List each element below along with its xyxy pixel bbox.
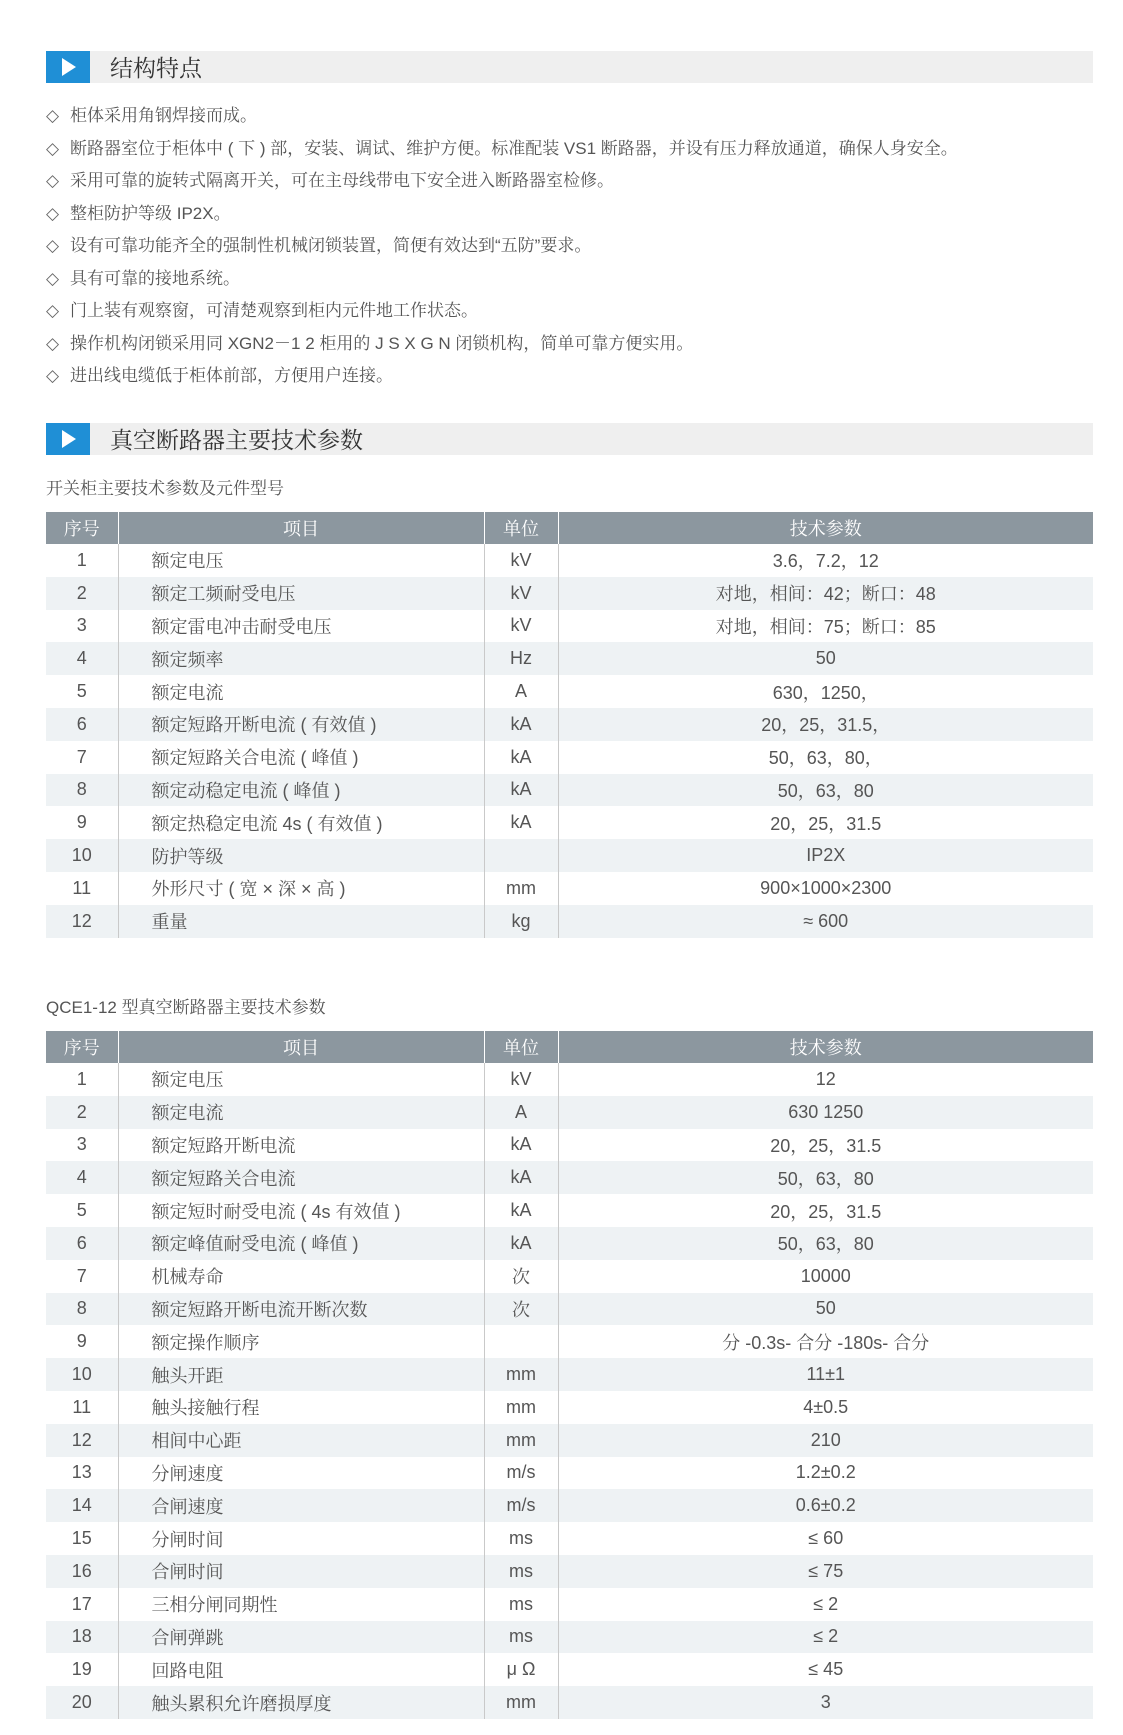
header-index: 序号: [46, 512, 118, 544]
cell-index: 11: [46, 1391, 118, 1424]
cell-unit: Hz: [484, 642, 558, 675]
cell-unit: mm: [484, 1391, 558, 1424]
cell-item: 相间中心距: [118, 1424, 484, 1457]
diamond-bullet-icon: ◇: [46, 138, 60, 158]
breaker-spec-table: [46, 1031, 1093, 1719]
cell-item: 外形尺寸 ( 宽 × 深 × 高 ): [118, 872, 484, 905]
cell-unit: ms: [484, 1588, 558, 1621]
cell-parameter: 3.6，7.2，12: [772, 551, 879, 572]
cell-item: 额定电流: [118, 1096, 484, 1129]
cell-unit: mm: [484, 1358, 558, 1391]
cell-parameter: 3: [558, 1686, 1093, 1719]
diamond-bullet-icon: ◇: [46, 106, 60, 125]
table-row: [46, 1161, 1093, 1194]
table-row: [46, 577, 1093, 610]
cell-unit: mm: [484, 872, 558, 905]
cell-index: 17: [46, 1588, 118, 1621]
table-row: [46, 1129, 1093, 1162]
cell-parameter: 50，63，80，: [768, 748, 883, 769]
table-row: [46, 610, 1093, 643]
section-header-structure: [46, 51, 1093, 83]
cell-unit: kV: [484, 1063, 558, 1096]
table-row: [46, 1424, 1093, 1457]
table-row: [46, 1457, 1093, 1490]
table-row: [46, 839, 1093, 872]
cell-unit: mm: [484, 1424, 558, 1457]
cell-parameter: 对地，相间：42；断口：48: [558, 577, 1093, 610]
header-item: 项目: [118, 512, 484, 544]
cell-parameter: 50，63，80: [558, 774, 1093, 807]
feature-item: [46, 100, 958, 133]
cell-index: 1: [46, 1063, 118, 1096]
cell-unit: m/s: [484, 1457, 558, 1490]
cell-unit: A: [484, 1096, 558, 1129]
table-caption: 开关柜主要技术参数及元件型号: [46, 479, 284, 498]
feature-text: 门上装有观察窗，可清楚观察到柜内元件地工作状态。: [70, 301, 478, 320]
table-row: [46, 774, 1093, 807]
section-header-vacuum-breaker: [46, 423, 1093, 455]
cell-unit: ms: [484, 1555, 558, 1588]
cell-index: 8: [46, 1293, 118, 1326]
table-row: [46, 1358, 1093, 1391]
cell-parameter: ≤ 2: [558, 1621, 1093, 1654]
cell-index: 7: [46, 1260, 118, 1293]
cell-parameter: ≤ 2: [813, 1593, 839, 1614]
cell-parameter: 12: [815, 1068, 836, 1089]
feature-text: 进出线电缆低于柜体前部，方便用户连接。: [70, 366, 393, 385]
table-row: [46, 1555, 1093, 1588]
header-unit: 单位: [484, 512, 558, 544]
table-row: [46, 1489, 1093, 1522]
cell-unit: kA: [484, 708, 558, 741]
cell-parameter: 50，63，80: [558, 1161, 1093, 1194]
cell-item: 额定电压: [118, 1063, 484, 1096]
cell-parameter: 630，1250，: [772, 682, 879, 703]
cell-unit: kA: [484, 1227, 558, 1260]
cell-item: 触头累积允许磨损厚度: [118, 1686, 484, 1719]
cell-item: 回路电阻: [118, 1653, 484, 1686]
cell-item: 额定雷电冲击耐受电压: [118, 610, 484, 643]
table-row: [46, 675, 1093, 708]
cell-parameter: 20，25，31.5: [770, 813, 882, 834]
table-row: [46, 1293, 1093, 1326]
cell-item: 三相分闸同期性: [118, 1588, 484, 1621]
table-row: [46, 1391, 1093, 1424]
cell-item: 额定短路关合电流: [118, 1161, 484, 1194]
table-row: [46, 1522, 1093, 1555]
feature-item: [46, 230, 958, 263]
cell-index: 5: [46, 675, 118, 708]
diamond-bullet-icon: ◇: [46, 171, 60, 190]
header-parameter: 技术参数: [558, 512, 1093, 544]
play-triangle-icon: [46, 423, 90, 455]
table-row: [46, 1096, 1093, 1129]
diamond-bullet-icon: ◇: [46, 333, 60, 353]
cell-index: 4: [46, 1161, 118, 1194]
cell-item: 触头开距: [118, 1358, 484, 1391]
cell-unit: kg: [484, 905, 558, 938]
switchgear-spec-table: [46, 512, 1093, 938]
header-item: 项目: [118, 1031, 484, 1063]
diamond-bullet-icon: ◇: [46, 236, 60, 255]
table-row: [46, 1194, 1093, 1227]
cell-unit: ms: [484, 1621, 558, 1654]
cell-index: 4: [46, 642, 118, 675]
feature-text: 设有可靠功能齐全的强制性机械闭锁装置，简便有效达到“五防”要求。: [70, 236, 592, 255]
cell-index: 16: [46, 1555, 118, 1588]
cell-parameter: 对地，相间：75；断口：85: [715, 616, 936, 637]
cell-parameter: ≤ 75: [558, 1555, 1093, 1588]
table-row: [46, 1325, 1093, 1358]
cell-item: 合闸弹跳: [118, 1621, 484, 1654]
cell-item: 额定短时耐受电流 ( 4s 有效值 ): [118, 1194, 484, 1227]
feature-item: [46, 295, 958, 328]
cell-unit: μ Ω: [484, 1653, 558, 1686]
cell-unit: kV: [484, 610, 558, 643]
cell-parameter: 1.2±0.2: [795, 1462, 856, 1483]
cell-unit: 次: [484, 1260, 558, 1293]
feature-text: 柜体采用角钢焊接而成。: [70, 106, 257, 125]
table-row: [46, 1588, 1093, 1621]
feature-text: 断路器室位于柜体中 ( 下 ) 部，安装、调试、维护方便。标准配装 VS1 断路器，并设有压力释放通道，确保人身安全。: [70, 138, 958, 158]
cell-item: 分闸时间: [118, 1522, 484, 1555]
cell-item: 额定短路开断电流 ( 有效值 ): [118, 708, 484, 741]
cell-parameter: 630 1250: [558, 1096, 1093, 1129]
cell-index: 8: [46, 774, 118, 807]
feature-item: [46, 133, 958, 166]
table-row: [46, 905, 1093, 938]
feature-text: 整柜防护等级 IP2X。: [70, 203, 231, 223]
cell-item: 额定短路开断电流开断次数: [118, 1293, 484, 1326]
cell-index: 18: [46, 1621, 118, 1654]
cell-item: 额定短路开断电流: [118, 1129, 484, 1162]
cell-parameter: 210: [558, 1424, 1093, 1457]
cell-index: 6: [46, 708, 118, 741]
cell-item: 额定频率: [118, 642, 484, 675]
cell-unit: [484, 1325, 558, 1358]
cell-index: 7: [46, 741, 118, 774]
cell-unit: A: [484, 675, 558, 708]
cell-parameter: IP2X: [558, 839, 1093, 872]
cell-unit: m/s: [484, 1489, 558, 1522]
diamond-bullet-icon: ◇: [46, 268, 60, 288]
cell-index: 20: [46, 1686, 118, 1719]
section-title: 真空断路器主要技术参数: [110, 427, 363, 453]
cell-item: 额定短路关合电流 ( 峰值 ): [118, 741, 484, 774]
cell-item: 额定电流: [118, 675, 484, 708]
cell-parameter: 50: [558, 642, 1093, 675]
cell-parameter: 11±1: [558, 1358, 1093, 1391]
cell-unit: kA: [484, 806, 558, 839]
table-row: [46, 806, 1093, 839]
cell-unit: kA: [484, 741, 558, 774]
cell-item: 额定电压: [118, 544, 484, 577]
table-header-row: [46, 1031, 1093, 1063]
table-row: [46, 1227, 1093, 1260]
feature-text: 操作机构闭锁采用同 XGN2－1 2 柜用的 J S X G N 闭锁机构，简单可靠方便实用。: [70, 333, 694, 353]
cell-unit: 次: [484, 1293, 558, 1326]
cell-unit: kV: [484, 577, 558, 610]
table-row: [46, 1653, 1093, 1686]
table-row: [46, 1260, 1093, 1293]
cell-parameter: 20，25，31.5，: [558, 708, 1093, 741]
cell-index: 2: [46, 577, 118, 610]
cell-index: 19: [46, 1653, 118, 1686]
cell-unit: mm: [484, 1686, 558, 1719]
cell-item: 额定操作顺序: [118, 1325, 484, 1358]
cell-item: 额定热稳定电流 4s ( 有效值 ): [118, 806, 484, 839]
feature-list: [46, 100, 958, 393]
cell-item: 额定工频耐受电压: [118, 577, 484, 610]
cell-parameter: 10000: [800, 1265, 851, 1286]
cell-unit: [484, 839, 558, 872]
table-row: [46, 872, 1093, 905]
cell-index: 1: [46, 544, 118, 577]
cell-parameter: 50: [558, 1293, 1093, 1326]
cell-index: 15: [46, 1522, 118, 1555]
cell-index: 5: [46, 1194, 118, 1227]
cell-unit: kA: [484, 1161, 558, 1194]
feature-item: [46, 198, 958, 231]
cell-parameter: 20，25，31.5: [770, 1135, 882, 1156]
table-row: [46, 1686, 1093, 1719]
cell-item: 合闸时间: [118, 1555, 484, 1588]
cell-index: 12: [46, 1424, 118, 1457]
cell-index: 6: [46, 1227, 118, 1260]
diamond-bullet-icon: ◇: [46, 203, 60, 223]
cell-item: 合闸速度: [118, 1489, 484, 1522]
table-row: [46, 1063, 1093, 1096]
cell-unit: kA: [484, 1129, 558, 1162]
cell-index: 10: [46, 1358, 118, 1391]
cell-index: 3: [46, 1129, 118, 1162]
cell-parameter: ≤ 60: [808, 1528, 844, 1549]
table-row: [46, 708, 1093, 741]
cell-parameter: 900×1000×2300: [760, 877, 892, 898]
cell-parameter: 50，63，80: [558, 1227, 1093, 1260]
cell-parameter: ≤ 45: [808, 1659, 844, 1680]
header-parameter: 技术参数: [558, 1031, 1093, 1063]
cell-index: 10: [46, 839, 118, 872]
cell-item: 额定峰值耐受电流 ( 峰值 ): [118, 1227, 484, 1260]
feature-item: [46, 263, 958, 296]
cell-index: 9: [46, 1325, 118, 1358]
table-caption: QCE1-12 型真空断路器主要技术参数: [46, 998, 326, 1017]
cell-item: 额定动稳定电流 ( 峰值 ): [118, 774, 484, 807]
header-unit: 单位: [484, 1031, 558, 1063]
section-title: 结构特点: [110, 55, 202, 81]
cell-item: 机械寿命: [118, 1260, 484, 1293]
cell-unit: kV: [484, 544, 558, 577]
cell-item: 重量: [118, 905, 484, 938]
table-header-row: [46, 512, 1093, 544]
feature-item: [46, 328, 958, 361]
cell-parameter: 分 -0.3s- 合分 -180s- 合分: [722, 1332, 930, 1353]
cell-parameter: 0.6±0.2: [558, 1489, 1093, 1522]
diamond-bullet-icon: ◇: [46, 301, 60, 320]
cell-parameter: 20，25，31.5: [770, 1201, 882, 1222]
table-row: [46, 741, 1093, 774]
cell-unit: kA: [484, 1194, 558, 1227]
cell-item: 分闸速度: [118, 1457, 484, 1490]
cell-index: 12: [46, 905, 118, 938]
feature-text: 采用可靠的旋转式隔离开关，可在主母线带电下安全进入断路器室检修。: [70, 171, 614, 190]
cell-index: 14: [46, 1489, 118, 1522]
feature-item: [46, 165, 958, 198]
cell-index: 3: [46, 610, 118, 643]
header-index: 序号: [46, 1031, 118, 1063]
cell-index: 13: [46, 1457, 118, 1490]
table-row: [46, 642, 1093, 675]
feature-text: 具有可靠的接地系统。: [70, 268, 240, 288]
cell-index: 9: [46, 806, 118, 839]
cell-unit: ms: [484, 1522, 558, 1555]
feature-item: [46, 360, 958, 393]
cell-parameter: ≈ 600: [558, 905, 1093, 938]
cell-index: 2: [46, 1096, 118, 1129]
cell-unit: kA: [484, 774, 558, 807]
cell-index: 11: [46, 872, 118, 905]
table-row: [46, 1621, 1093, 1654]
cell-parameter: 4±0.5: [803, 1396, 849, 1417]
diamond-bullet-icon: ◇: [46, 366, 60, 385]
cell-item: 触头接触行程: [118, 1391, 484, 1424]
table-row: [46, 544, 1093, 577]
play-triangle-icon: [46, 51, 90, 83]
cell-item: 防护等级: [118, 839, 484, 872]
